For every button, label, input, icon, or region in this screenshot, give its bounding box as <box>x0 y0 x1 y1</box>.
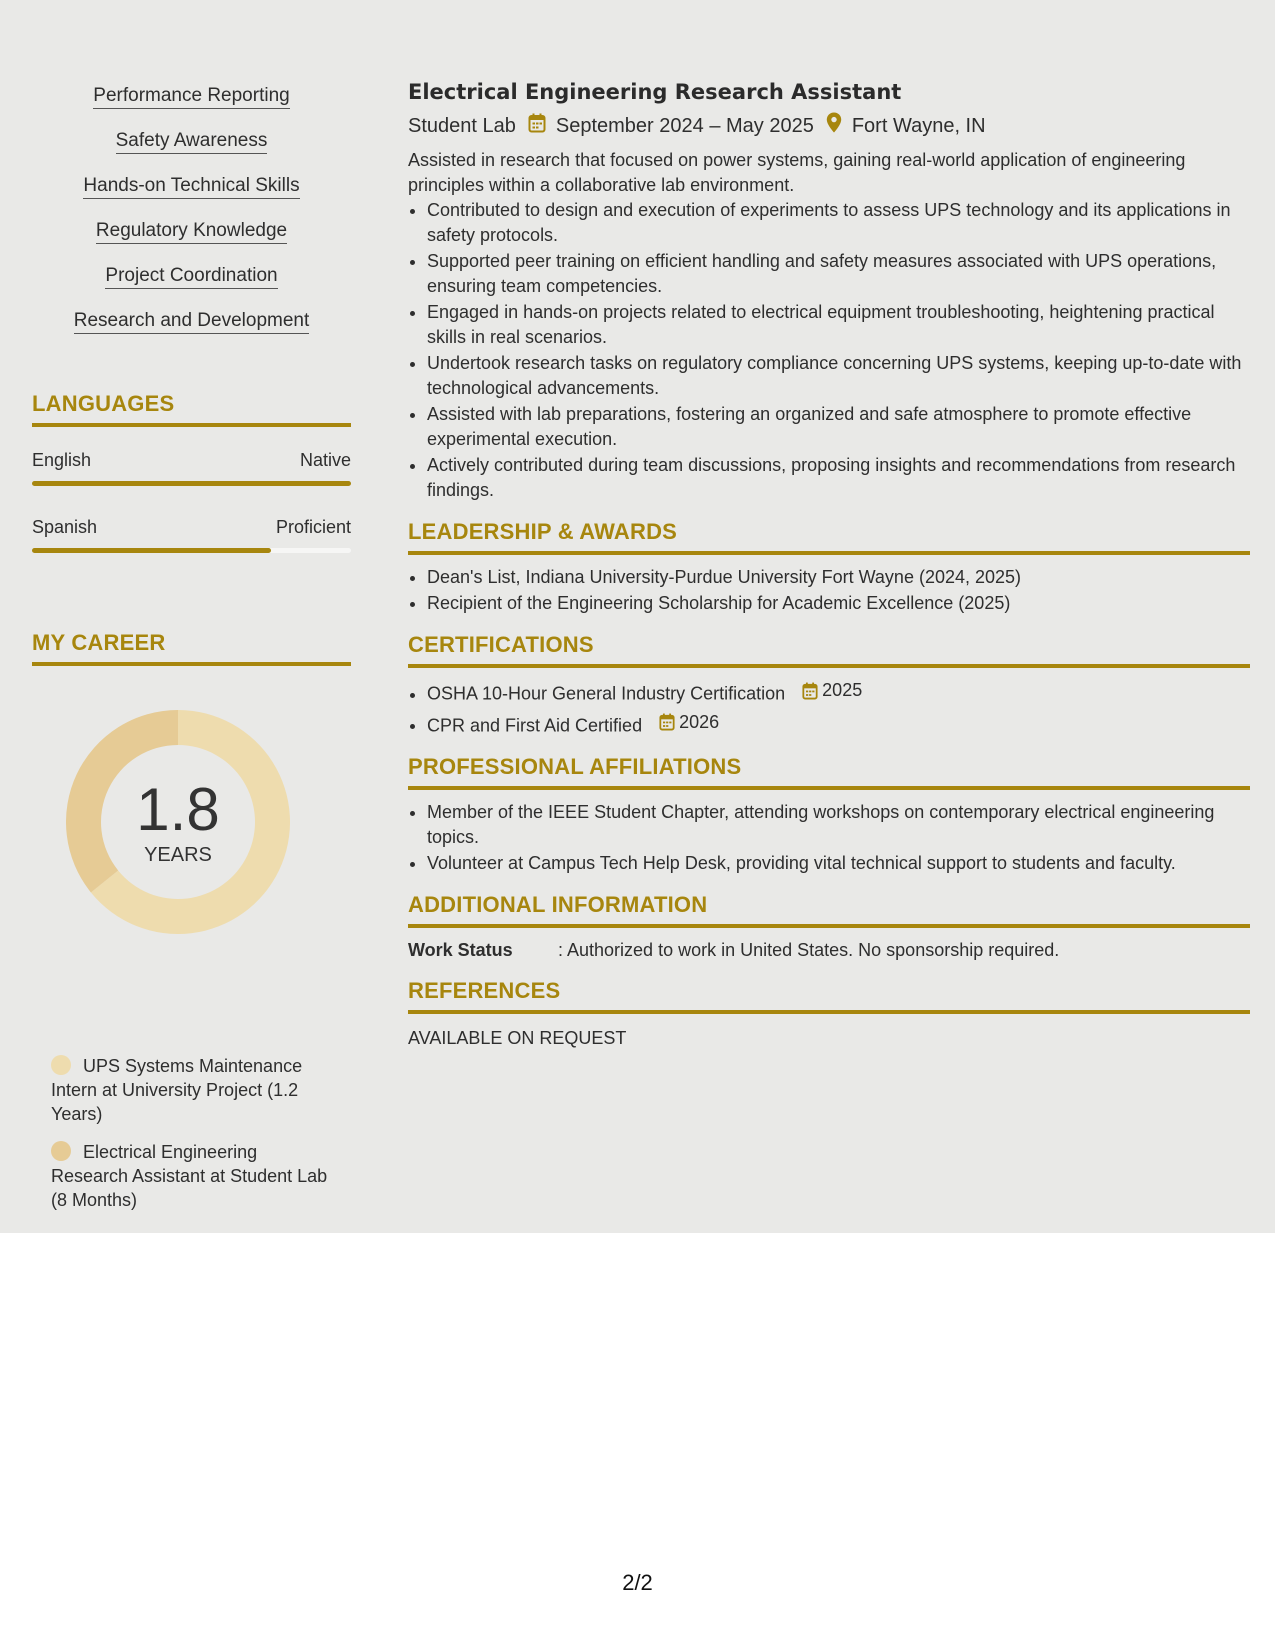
list-item: • Assisted with lab preparations, fostering an organized and safe atmosphere to promote effective experimental execution. <box>427 402 1250 452</box>
job-meta <box>408 112 1250 140</box>
page-number: 2/2 <box>622 1570 653 1595</box>
skill-tag: Performance Reporting <box>93 84 289 109</box>
right-column <box>408 78 1250 1050</box>
calendar-icon <box>528 113 546 140</box>
calendar-icon <box>659 713 675 731</box>
leadership-list <box>408 565 1250 616</box>
cert-year: 2025 <box>822 680 863 700</box>
career-section <box>32 630 351 1210</box>
skill-tag: Project Coordination <box>105 264 277 289</box>
cert-year: 2026 <box>679 711 720 732</box>
job-title: Electrical Engineering Research Assistant <box>408 80 902 104</box>
section-title: LANGUAGES <box>32 391 351 427</box>
language-row <box>32 516 351 553</box>
career-legend <box>51 1054 331 1226</box>
map-pin-icon <box>826 112 842 140</box>
job-bullets <box>408 198 1250 503</box>
references-section <box>408 978 1250 1050</box>
cert-date <box>802 678 862 703</box>
cert-date <box>659 710 719 735</box>
work-status-row <box>408 938 1250 962</box>
language-level: Native <box>299 450 351 470</box>
legend-dot <box>51 1141 71 1161</box>
work-status-label: Work Status <box>408 940 513 960</box>
additional-info-section <box>408 892 1250 962</box>
skill-tag: Safety Awareness <box>116 129 268 154</box>
work-status-value: : Authorized to work in United States. No sponsorship required. <box>558 940 1060 960</box>
legend-label: Electrical Engineering Research Assistant at Student Lab (8 Months) <box>51 1142 328 1210</box>
section-title: REFERENCES <box>408 978 1250 1014</box>
career-total: 1.8 <box>136 776 220 843</box>
language-level: Proficient <box>275 517 351 537</box>
section-title: CERTIFICATIONS <box>408 632 1250 668</box>
language-bar-fill <box>32 481 351 486</box>
certifications-list <box>408 678 1250 738</box>
section-title: MY CAREER <box>32 630 351 666</box>
list-item: • Supported peer training on efficient handling and safety measures associated with UPS operations, ensuring team competencies. <box>427 249 1250 299</box>
list-item <box>427 678 1250 707</box>
cert-name: OSHA 10-Hour General Industry Certification <box>427 683 786 704</box>
legend-item <box>51 1054 331 1126</box>
career-donut-chart <box>66 710 290 934</box>
skill-tag: Regulatory Knowledge <box>96 219 287 244</box>
affiliations-list <box>408 800 1250 876</box>
list-item <box>32 264 351 287</box>
skill-tag: Research and Development <box>74 309 310 334</box>
language-bar-fill <box>32 548 271 553</box>
affiliations-section <box>408 754 1250 876</box>
legend-dot <box>51 1055 71 1075</box>
list-item <box>32 309 351 332</box>
list-item: • Member of the IEEE Student Chapter, attending workshops on contemporary electrical engineering topics. <box>427 800 1250 850</box>
list-item <box>427 710 1250 739</box>
list-item <box>32 219 351 242</box>
list-item: • Contributed to design and execution of experiments to assess UPS technology and its applications in safety protocols. <box>427 198 1250 248</box>
list-item: • Undertook research tasks on regulatory compliance concerning UPS systems, keeping up-to-date with technological advancements. <box>427 351 1250 401</box>
leadership-section <box>408 519 1250 616</box>
references-text: AVAILABLE ON REQUEST <box>408 1028 627 1048</box>
legend-item <box>51 1140 331 1212</box>
career-unit: YEARS <box>144 844 212 866</box>
list-item <box>32 129 351 152</box>
language-row <box>32 449 351 486</box>
legend-label: UPS Systems Maintenance Intern at University Project (1.2 Years) <box>51 1056 303 1124</box>
languages-section <box>32 391 351 553</box>
left-column <box>32 84 351 1210</box>
language-bar <box>32 481 351 486</box>
calendar-icon <box>802 682 818 700</box>
skill-tag: Hands-on Technical Skills <box>83 174 299 199</box>
language-bar <box>32 548 351 553</box>
section-title: LEADERSHIP & AWARDS <box>408 519 1250 555</box>
language-name: English <box>32 450 92 470</box>
list-item: • Actively contributed during team discussions, proposing insights and recommendations from research findings. <box>427 453 1250 503</box>
list-item: • Dean's List, Indiana University-Purdue University Fort Wayne (2024, 2025) <box>427 565 1250 590</box>
section-title: PROFESSIONAL AFFILIATIONS <box>408 754 1250 790</box>
list-item: • Engaged in hands-on projects related to electrical equipment troubleshooting, heightening practical skills in real scenarios. <box>427 300 1250 350</box>
job-dates: September 2024 – May 2025 <box>555 115 814 137</box>
language-name: Spanish <box>32 517 98 537</box>
job-location: Fort Wayne, IN <box>851 115 986 137</box>
list-item: • Volunteer at Campus Tech Help Desk, providing vital technical support to students and faculty. <box>427 851 1250 876</box>
section-title: ADDITIONAL INFORMATION <box>408 892 1250 928</box>
list-item <box>32 84 351 107</box>
job-company: Student Lab <box>408 115 516 137</box>
job-summary: Assisted in research that focused on power systems, gaining real-world application of engineering principles within a collaborative lab environment. <box>408 150 1186 195</box>
list-item <box>32 174 351 197</box>
list-item: • Recipient of the Engineering Scholarship for Academic Excellence (2025) <box>427 591 1250 616</box>
cert-name: CPR and First Aid Certified <box>427 715 643 735</box>
certifications-section <box>408 632 1250 738</box>
skills-list <box>32 84 351 332</box>
